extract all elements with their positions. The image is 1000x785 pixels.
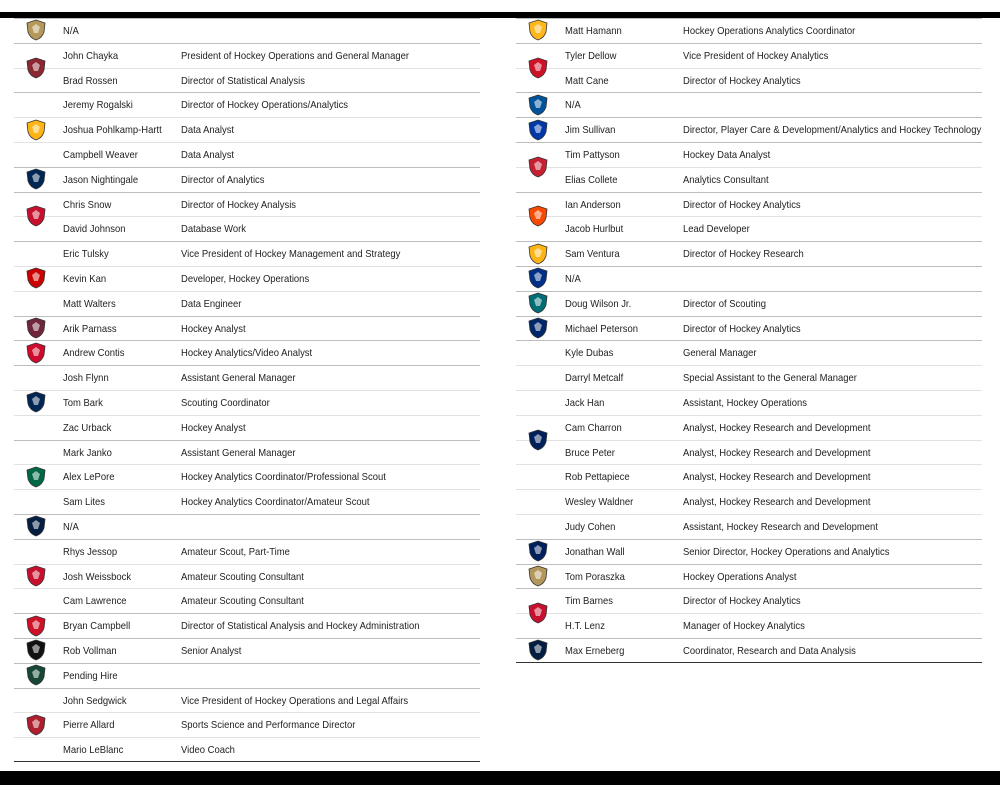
- table-row: [14, 613, 480, 639]
- penguins-logo-icon: [526, 243, 550, 265]
- table-row: [516, 440, 982, 466]
- table-row: [516, 43, 982, 69]
- table-row: [516, 18, 982, 44]
- table-row: [516, 117, 982, 143]
- staff-name: Doug Wilson Jr.: [565, 297, 632, 310]
- table-row: [14, 712, 480, 738]
- rangers-logo-icon: [526, 119, 550, 141]
- maple-leafs-logo-icon: [526, 429, 550, 451]
- staff-title: Hockey Operations Analyst: [683, 570, 797, 583]
- table-row: [516, 167, 982, 193]
- staff-name: Rob Pettapiece: [565, 471, 630, 484]
- staff-title: Vice President of Hockey Operations and Legal Affairs: [181, 694, 409, 707]
- staff-title: Director of Hockey Analytics: [683, 74, 801, 87]
- staff-name: John Sedgwick: [63, 694, 127, 707]
- staff-title: Amateur Scouting Consultant: [181, 570, 304, 583]
- staff-title: Assistant General Manager: [181, 446, 296, 459]
- staff-name: Pierre Allard: [63, 719, 115, 732]
- staff-title: Analyst, Hockey Research and Development: [683, 421, 871, 434]
- red-wings-logo-icon: [24, 615, 48, 637]
- table-row: [14, 241, 480, 267]
- staff-name: Kevin Kan: [63, 273, 107, 285]
- table-row: [516, 192, 982, 218]
- staff-title: Analyst, Hockey Research and Development: [683, 471, 871, 484]
- staff-title: Assistant, Hockey Operations: [683, 397, 807, 409]
- staff-title: Sports Science and Performance Director: [181, 719, 356, 732]
- table-row: [516, 588, 982, 614]
- staff-title: Senior Analyst: [181, 645, 242, 657]
- staff-name: David Johnson: [63, 223, 126, 236]
- table-row: [14, 142, 480, 168]
- table-row: [516, 340, 982, 366]
- staff-name: Pending Hire: [63, 669, 118, 682]
- staff-name: Arik Parnass: [63, 322, 117, 335]
- table-row: [516, 613, 982, 639]
- staff-title: Data Analyst: [181, 149, 235, 161]
- staff-title: Director of Hockey Analytics: [683, 322, 801, 335]
- staff-title: Hockey Analyst: [181, 421, 246, 434]
- bottom-border-bar: [0, 771, 1000, 785]
- sharks-logo-icon: [526, 292, 550, 314]
- staff-title: Assistant General Manager: [181, 372, 296, 385]
- staff-title: Developer, Hockey Operations: [181, 273, 310, 285]
- wild-logo-icon: [24, 664, 48, 686]
- staff-title: Director of Statistical Analysis and Hockey Administration: [181, 620, 420, 633]
- staff-title: Hockey Analyst: [181, 322, 246, 335]
- kings-logo-icon: [24, 639, 48, 661]
- staff-title: Hockey Data Analyst: [683, 149, 771, 161]
- staff-name: N/A: [565, 273, 581, 285]
- staff-name: Cam Lawrence: [63, 595, 127, 608]
- staff-name: Max Erneberg: [565, 645, 625, 657]
- table-row: [14, 588, 480, 614]
- staff-name: Tyler Dellow: [565, 49, 617, 62]
- capitals-logo-icon: [526, 602, 550, 624]
- staff-title: Data Analyst: [181, 124, 235, 137]
- table-row: [14, 92, 480, 118]
- staff-name: Jonathan Wall: [565, 545, 625, 558]
- staff-name: Joshua Pohlkamp-Hartt: [63, 124, 162, 137]
- staff-name: Ian Anderson: [565, 198, 621, 211]
- staff-name: Wesley Waldner: [565, 496, 634, 509]
- staff-name: Sam Lites: [63, 496, 106, 509]
- canucks-logo-icon: [526, 540, 550, 562]
- table-row: [516, 489, 982, 515]
- golden-knights-logo-icon: [526, 565, 550, 587]
- staff-name: Matt Hamann: [565, 25, 622, 37]
- table-row: [516, 539, 982, 565]
- staff-name: Matt Cane: [565, 74, 609, 87]
- staff-name: N/A: [63, 521, 79, 533]
- staff-name: Jason Nightingale: [63, 173, 139, 186]
- flyers-logo-icon: [526, 205, 550, 227]
- flames-logo-icon: [24, 205, 48, 227]
- table-row: [516, 415, 982, 441]
- staff-title: Vice President of Hockey Analytics: [683, 49, 829, 62]
- coyotes-logo-icon: [24, 57, 48, 79]
- staff-name: Jim Sullivan: [565, 124, 616, 137]
- staff-title: Analytics Consultant: [683, 173, 769, 186]
- senators-logo-icon: [526, 156, 550, 178]
- staff-title: Director of Hockey Analysis: [181, 198, 297, 211]
- staff-title: President of Hockey Operations and General Manager: [181, 49, 409, 62]
- table-row: [14, 737, 480, 762]
- staff-title: Director of Hockey Research: [683, 248, 804, 261]
- staff-name: Cam Charron: [565, 421, 622, 434]
- staff-title: General Manager: [683, 347, 757, 360]
- table-row: [516, 316, 982, 342]
- staff-name: Alex LePore: [63, 471, 115, 484]
- staff-title: Director of Hockey Operations/Analytics: [181, 99, 349, 112]
- blues-logo-icon: [526, 267, 550, 289]
- staff-name: Bruce Peter: [565, 446, 615, 459]
- sabres-logo-icon: [24, 168, 48, 190]
- table-row: [14, 68, 480, 94]
- staff-title: Data Engineer: [181, 297, 242, 310]
- staff-name: Josh Flynn: [63, 372, 109, 385]
- staff-name: Michael Peterson: [565, 322, 639, 335]
- staff-title: Analyst, Hockey Research and Development: [683, 446, 871, 459]
- staff-title: Special Assistant to the General Manager: [683, 372, 857, 385]
- islanders-logo-icon: [526, 94, 550, 116]
- staff-title: Senior Director, Hockey Operations and Analytics: [683, 545, 890, 558]
- hurricanes-logo-icon: [24, 267, 48, 289]
- table-row: [516, 266, 982, 292]
- staff-name: Matt Walters: [63, 297, 116, 310]
- staff-title: Director of Hockey Analytics: [683, 595, 801, 608]
- table-row: [14, 688, 480, 714]
- table-row: [14, 365, 480, 391]
- staff-name: Bryan Campbell: [63, 620, 131, 633]
- stars-logo-icon: [24, 466, 48, 488]
- blue-jackets-logo-icon: [24, 391, 48, 413]
- staff-name: Jack Han: [565, 397, 605, 409]
- table-row: [14, 340, 480, 366]
- staff-title: Video Coach: [181, 744, 235, 757]
- staff-title: Director of Hockey Analytics: [683, 198, 801, 211]
- table-row: [14, 663, 480, 689]
- staff-name: Chris Snow: [63, 198, 112, 211]
- jets-logo-icon: [526, 639, 550, 661]
- table-row: [14, 489, 480, 515]
- table-row: [14, 192, 480, 218]
- staff-name: H.T. Lenz: [565, 620, 605, 633]
- staff-title: Vice President of Hockey Management and Strategy: [181, 248, 401, 261]
- staff-name: N/A: [565, 99, 581, 112]
- staff-title: Manager of Hockey Analytics: [683, 620, 805, 633]
- staff-title: Amateur Scout, Part-Time: [181, 545, 290, 558]
- canadiens-logo-icon: [24, 714, 48, 736]
- staff-name: Rhys Jessop: [63, 545, 118, 558]
- table-row: [14, 464, 480, 490]
- avalanche-logo-icon: [24, 317, 48, 339]
- staff-title: Hockey Analytics/Video Analyst: [181, 347, 313, 360]
- staff-title: Amateur Scouting Consultant: [181, 595, 304, 608]
- table-row: [516, 142, 982, 168]
- table-row: [14, 266, 480, 292]
- staff-title: Director of Scouting: [683, 297, 766, 310]
- staff-name: Mark Janko: [63, 446, 112, 459]
- table-row: [14, 514, 480, 540]
- staff-name: Eric Tulsky: [63, 248, 109, 261]
- blackhawks-logo-icon: [24, 342, 48, 364]
- table-row: [516, 241, 982, 267]
- staff-title: Director of Analytics: [181, 173, 265, 186]
- staff-title: Lead Developer: [683, 223, 750, 236]
- staff-name: Andrew Contis: [63, 347, 125, 360]
- table-row: [14, 216, 480, 242]
- table-row: [14, 167, 480, 193]
- staff-title: Director of Statistical Analysis: [181, 74, 305, 87]
- table-row: [516, 291, 982, 317]
- staff-name: Brad Rossen: [63, 74, 118, 87]
- staff-name: John Chayka: [63, 49, 119, 62]
- oilers-logo-icon: [24, 515, 48, 537]
- staff-name: Jacob Hurlbut: [565, 223, 624, 236]
- staff-name: Jeremy Rogalski: [63, 99, 133, 112]
- staff-title: Assistant, Hockey Research and Development: [683, 521, 878, 533]
- staff-name: Tim Barnes: [565, 595, 613, 608]
- table-row: [516, 390, 982, 416]
- staff-title: Hockey Operations Analytics Coordinator: [683, 25, 856, 37]
- table-row: [14, 390, 480, 416]
- table-row: [14, 539, 480, 565]
- staff-name: Tom Poraszka: [565, 570, 625, 583]
- staff-title: Database Work: [181, 223, 246, 236]
- staff-name: Judy Cohen: [565, 521, 616, 533]
- table-row: [516, 638, 982, 663]
- ducks-logo-icon: [24, 19, 48, 41]
- staff-name: N/A: [63, 25, 79, 37]
- table-row: [516, 92, 982, 118]
- devils-logo-icon: [526, 57, 550, 79]
- table-row: [516, 564, 982, 590]
- staff-name: Tom Bark: [63, 397, 103, 409]
- staff-name: Josh Weissbock: [63, 570, 132, 583]
- staff-title: Hockey Analytics Coordinator/Professional Scout: [181, 471, 386, 484]
- staff-title: Coordinator, Research and Data Analysis: [683, 645, 856, 657]
- staff-name: Kyle Dubas: [565, 347, 614, 360]
- table-row: [516, 68, 982, 94]
- staff-name: Campbell Weaver: [63, 149, 138, 161]
- table-row: [14, 440, 480, 466]
- table-row: [516, 514, 982, 540]
- table-row: [14, 316, 480, 342]
- bruins-logo-icon: [24, 119, 48, 141]
- staff-name: Sam Ventura: [565, 248, 620, 261]
- table-row: [14, 43, 480, 69]
- table-row: [516, 365, 982, 391]
- predators-logo-icon: [526, 19, 550, 41]
- panthers-logo-icon: [24, 565, 48, 587]
- staff-title: Hockey Analytics Coordinator/Amateur Scout: [181, 496, 370, 509]
- table-row: [14, 18, 480, 44]
- table-row: [516, 216, 982, 242]
- staff-name: Rob Vollman: [63, 645, 117, 657]
- staff-title: Scouting Coordinator: [181, 397, 270, 409]
- table-row: [14, 564, 480, 590]
- staff-name: Zac Urback: [63, 421, 112, 434]
- table-row: [516, 464, 982, 490]
- staff-name: Mario LeBlanc: [63, 744, 124, 757]
- staff-name: Darryl Metcalf: [565, 372, 624, 385]
- table-row: [14, 415, 480, 441]
- table-row: [14, 638, 480, 664]
- staff-title: Director, Player Care & Development/Analytics and Hockey Technology: [683, 124, 982, 137]
- table-row: [14, 291, 480, 317]
- staff-name: Tim Pattyson: [565, 149, 620, 161]
- staff-title: Analyst, Hockey Research and Development: [683, 496, 871, 509]
- lightning-logo-icon: [526, 317, 550, 339]
- table-row: [14, 117, 480, 143]
- staff-name: Elias Collete: [565, 173, 618, 186]
